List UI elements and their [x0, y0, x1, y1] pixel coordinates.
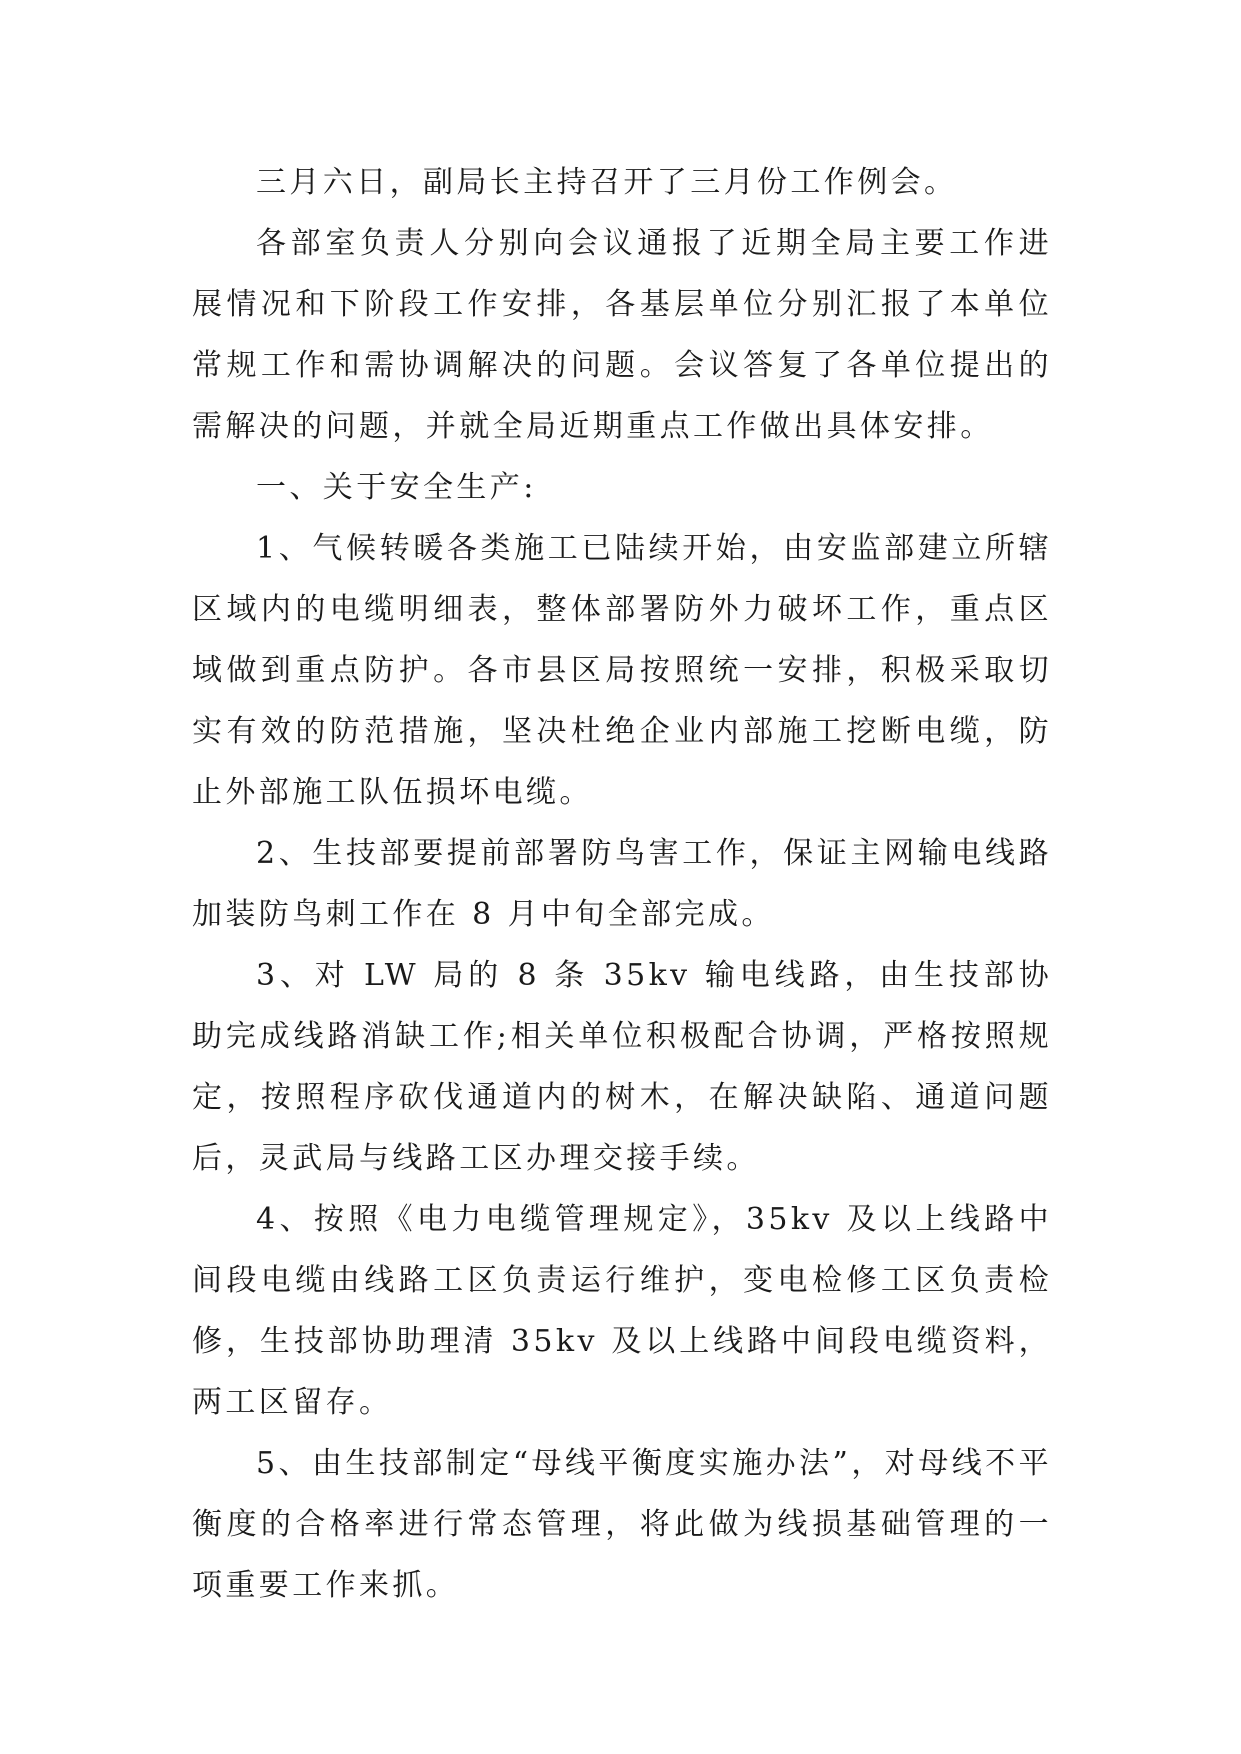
item-4-paragraph: 4、按照《电力电缆管理规定》，35kv 及以上线路中间段电缆由线路工区负责运行维护，变电检修工区负责检修，生技部协助理清 35kv 及以上线路中间段电缆资料，两工区留存。 — [192, 1202, 1052, 1420]
item-3-paragraph: 3、对 LW 局的 8 条 35kv 输电线路，由生技部协助完成线路消缺工作;相关单位积极配合协调，严格按照规定，按照程序砍伐通道内的树木，在解决缺陷、通道问题后，灵武局与线路工区办理交接手续。 — [192, 958, 1052, 1176]
item-5-paragraph: 5、由生技部制定“母线平衡度实施办法”，对母线不平衡度的合格率进行常态管理，将此做为线损基础管理的一项重要工作来抓。 — [192, 1446, 1052, 1603]
meeting-intro-paragraph: 三月六日，副局长主持召开了三月份工作例会。 — [256, 165, 958, 200]
document-body — [192, 152, 1052, 1616]
meeting-summary-paragraph: 各部室负责人分别向会议通报了近期全局主要工作进展情况和下阶段工作安排，各基层单位分别汇报了本单位常规工作和需协调解决的问题。会议答复了各单位提出的需解决的问题，并就全局近期重点工作做出具体安排。 — [192, 226, 1052, 444]
item-1-paragraph: 1、气候转暖各类施工已陆续开始，由安监部建立所辖区域内的电缆明细表，整体部署防外力破坏工作，重点区域做到重点防护。各市县区局按照统一安排，积极采取切实有效的防范措施，坚决杜绝企业内部施工挖断电缆，防止外部施工队伍损坏电缆。 — [192, 531, 1052, 810]
item-2-paragraph: 2、生技部要提前部署防鸟害工作，保证主网输电线路加装防鸟刺工作在 8 月中旬全部完成。 — [192, 836, 1052, 932]
section-heading-safety: 一、关于安全生产: — [256, 470, 537, 505]
